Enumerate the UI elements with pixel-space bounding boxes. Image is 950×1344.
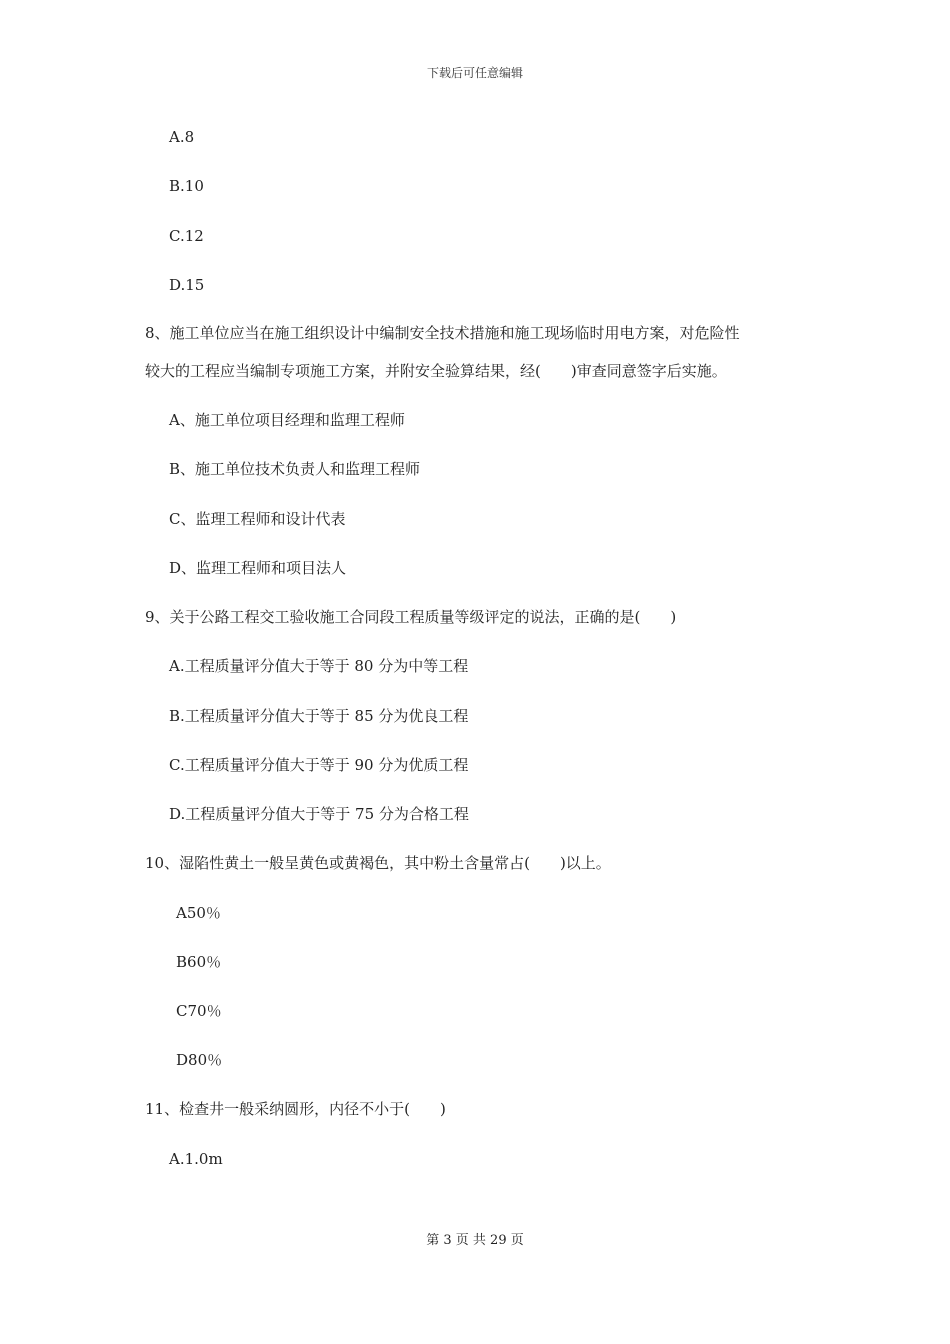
q9-option-a: A.工程质量评分值大于等于 80 分为中等工程 (169, 657, 469, 675)
q10-option-c: C70％ (176, 1002, 222, 1020)
q10-text: 10、湿陷性黄土一般呈黄色或黄褐色，其中粉土含量常占( )以上。 (145, 854, 611, 872)
q7-option-b: B.10 (169, 177, 204, 195)
q9-option-d: D.工程质量评分值大于等于 75 分为合格工程 (169, 805, 469, 823)
q9-option-c: C.工程质量评分值大于等于 90 分为优质工程 (169, 756, 469, 774)
q8-text-line2: 较大的工程应当编制专项施工方案，并附安全验算结果，经( )审查同意签字后实施。 (145, 362, 727, 380)
q7-option-a: A.8 (169, 128, 195, 146)
q11-text: 11、检查井一般采纳圆形，内径不小于( ) (145, 1100, 446, 1118)
q9-option-b: B.工程质量评分值大于等于 85 分为优良工程 (169, 707, 469, 725)
q8-option-d: D、监理工程师和项目法人 (169, 559, 347, 577)
q7-option-d: D.15 (169, 276, 205, 294)
page-header: 下载后可任意编辑 (426, 66, 523, 80)
page-footer: 第 3 页 共 29 页 (426, 1233, 524, 1248)
q8-option-b: B、施工单位技术负责人和监理工程师 (169, 460, 421, 478)
q11-option-a: A.1.0m (169, 1150, 223, 1168)
q10-option-a: A50％ (176, 904, 221, 922)
q10-option-d: D80％ (176, 1051, 223, 1069)
q10-option-b: B60％ (176, 953, 222, 971)
q8-option-a: A、施工单位项目经理和监理工程师 (169, 411, 405, 429)
q7-option-c: C.12 (169, 227, 204, 245)
q9-text: 9、关于公路工程交工验收施工合同段工程质量等级评定的说法，正确的是( ) (145, 608, 677, 626)
q8-text-line1: 8、施工单位应当在施工组织设计中编制安全技术措施和施工现场临时用电方案，对危险性 (145, 324, 740, 342)
q8-option-c: C、监理工程师和设计代表 (169, 510, 346, 528)
